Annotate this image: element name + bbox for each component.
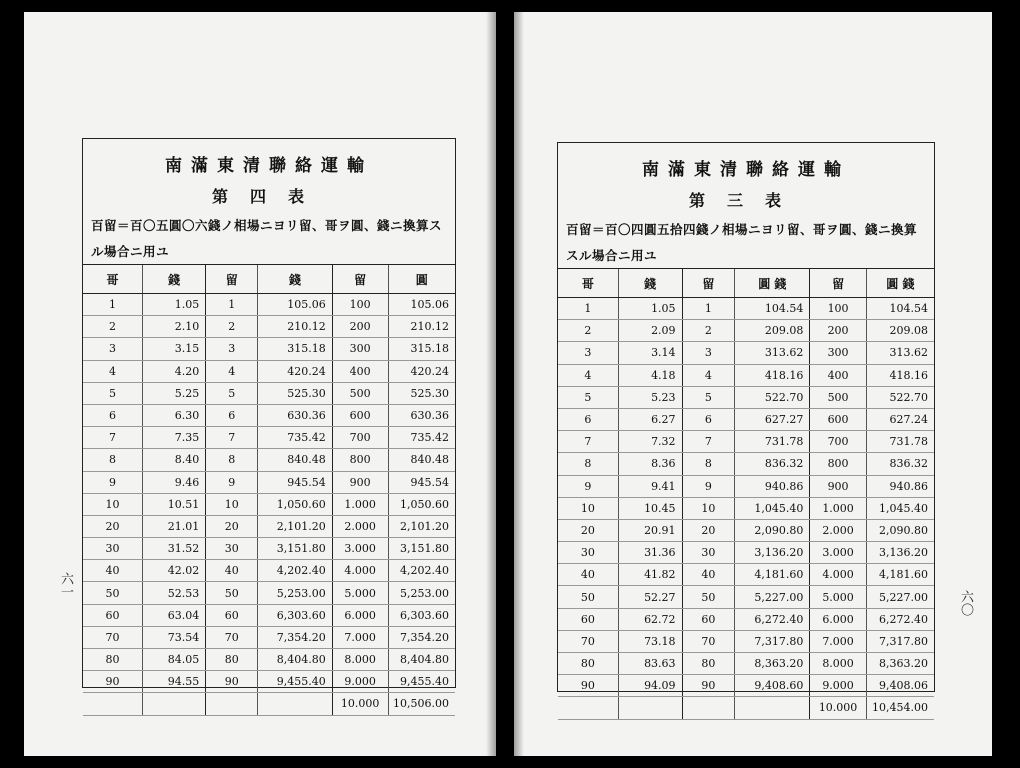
table-cell: 50	[206, 582, 258, 604]
table-cell: 10	[558, 497, 618, 519]
right-page	[514, 12, 992, 756]
table-cell: 9	[206, 471, 258, 493]
table-cell: 60	[558, 608, 618, 630]
column-header: 錢	[258, 265, 332, 294]
table-cell: 94.55	[143, 671, 206, 693]
table-cell: 200	[810, 320, 866, 342]
table-cell: 1,050.60	[258, 493, 332, 515]
table-cell: 80	[558, 653, 618, 675]
table-cell: 2	[558, 320, 618, 342]
exchange-table-4	[82, 138, 456, 711]
column-header: 圓 錢	[735, 269, 810, 298]
table-cell: 420.24	[388, 360, 455, 382]
table-cell: 9	[83, 471, 143, 493]
table-cell: 9,408.60	[735, 675, 810, 697]
table-row	[558, 364, 934, 386]
table-cell: 209.08	[735, 320, 810, 342]
table-cell: 20	[558, 519, 618, 541]
table-cell: 418.16	[866, 364, 934, 386]
table-cell: 30	[206, 538, 258, 560]
table-cell: 31.52	[143, 538, 206, 560]
table-cell: 9.46	[143, 471, 206, 493]
table-row	[558, 475, 934, 497]
table-cell: 90	[558, 675, 618, 697]
table-cell: 3	[206, 338, 258, 360]
table-cell: 3,136.20	[735, 542, 810, 564]
table-cell: 9	[682, 475, 735, 497]
table-cell: 600	[332, 404, 388, 426]
table-cell: 5,227.00	[735, 586, 810, 608]
table-cell: 90	[682, 675, 735, 697]
column-header: 留	[682, 269, 735, 298]
table-cell: 7.32	[618, 431, 682, 453]
table-cell: 313.62	[735, 342, 810, 364]
table-cell: 5,227.00	[866, 586, 934, 608]
table-cell: 90	[83, 671, 143, 693]
table-cell: 2,090.80	[735, 519, 810, 541]
table-cell: 210.12	[258, 316, 332, 338]
table-cell: 2	[682, 320, 735, 342]
table-cell: 2	[83, 316, 143, 338]
table-row	[83, 471, 455, 493]
table-row	[558, 408, 934, 430]
table-cell: 30	[682, 542, 735, 564]
table-cell: 5.23	[618, 386, 682, 408]
table-cell: 3.000	[332, 538, 388, 560]
table-note: 百留＝百〇五圓〇六錢ノ相場ニヨリ留、哥ヲ圓、錢ニ換算スル場合ニ用ユ	[91, 218, 443, 259]
table-cell: 105.06	[258, 294, 332, 316]
table-cell: 52.27	[618, 586, 682, 608]
table-cell: 900	[810, 475, 866, 497]
table-cell: 313.62	[866, 342, 934, 364]
table-cell: 836.32	[735, 453, 810, 475]
table-cell: 9,455.40	[258, 671, 332, 693]
table-cell: 60	[682, 608, 735, 630]
header-row	[83, 265, 455, 294]
table-row	[83, 671, 455, 693]
table-cell: 73.18	[618, 630, 682, 652]
table-cell: 522.70	[735, 386, 810, 408]
table-cell: 735.42	[388, 427, 455, 449]
table-cell: 8.40	[143, 449, 206, 471]
table-row	[558, 564, 934, 586]
table-cell: 70	[83, 626, 143, 648]
table-cell: 209.08	[866, 320, 934, 342]
table-cell	[618, 697, 682, 719]
table-cell: 1	[682, 298, 735, 320]
table-cell: 104.54	[866, 298, 934, 320]
table-cell: 6,303.60	[258, 604, 332, 626]
table-cell: 300	[810, 342, 866, 364]
table-cell: 3,136.20	[866, 542, 934, 564]
table-cell: 4.18	[618, 364, 682, 386]
column-header: 哥	[558, 269, 618, 298]
table-cell: 50	[558, 586, 618, 608]
column-header: 錢	[618, 269, 682, 298]
table-row	[83, 582, 455, 604]
table-cell: 7.000	[810, 630, 866, 652]
table-cell: 522.70	[866, 386, 934, 408]
table-cell: 20	[83, 515, 143, 537]
table-cell: 5.25	[143, 382, 206, 404]
table-cell: 2,101.20	[388, 515, 455, 537]
table-cell: 4	[558, 364, 618, 386]
table-cell: 5,253.00	[388, 582, 455, 604]
table-cell: 735.42	[258, 427, 332, 449]
table-cell: 6,272.40	[735, 608, 810, 630]
table-cell: 1.05	[618, 298, 682, 320]
table-cell: 5,253.00	[258, 582, 332, 604]
table-cell: 3	[83, 338, 143, 360]
table-cell: 7	[206, 427, 258, 449]
table-cell: 630.36	[258, 404, 332, 426]
table-cell: 6	[83, 404, 143, 426]
table-cell: 104.54	[735, 298, 810, 320]
table-cell: 400	[332, 360, 388, 382]
table-cell: 8	[206, 449, 258, 471]
table-note: 百留＝百〇四圓五拾四錢ノ相場ニヨリ留、哥ヲ圓、錢ニ換算スル場合ニ用ユ	[566, 222, 918, 263]
table-row	[558, 453, 934, 475]
table-cell: 4,181.60	[866, 564, 934, 586]
table-cell: 40	[558, 564, 618, 586]
table-cell: 940.86	[866, 475, 934, 497]
table-cell: 10.000	[332, 693, 388, 715]
table-cell: 8	[83, 449, 143, 471]
table-cell: 70	[682, 630, 735, 652]
page-number: 六一	[58, 572, 73, 598]
table-cell: 4	[206, 360, 258, 382]
table-row	[558, 608, 934, 630]
column-header: 留	[810, 269, 866, 298]
table-cell	[682, 697, 735, 719]
table-title: 南滿東清聯絡運輸	[165, 156, 373, 176]
table-cell: 4.20	[143, 360, 206, 382]
table-cell: 627.27	[735, 408, 810, 430]
table-cell: 3	[558, 342, 618, 364]
table-cell	[258, 693, 332, 715]
spine-shadow	[514, 12, 524, 756]
table-cell: 525.30	[388, 382, 455, 404]
table-cell: 2.000	[332, 515, 388, 537]
table-row	[558, 653, 934, 675]
exchange-table-3	[557, 142, 935, 715]
table-cell	[558, 697, 618, 719]
table-cell: 8.000	[810, 653, 866, 675]
table-cell: 41.82	[618, 564, 682, 586]
page-number: 六〇	[958, 590, 973, 616]
table-cell: 6	[206, 404, 258, 426]
table-cell: 4,202.40	[258, 560, 332, 582]
table-cell: 40	[206, 560, 258, 582]
table-cell: 4	[83, 360, 143, 382]
table-cell: 80	[206, 649, 258, 671]
table-cell: 7	[682, 431, 735, 453]
table-cell: 9.000	[810, 675, 866, 697]
table-subtitle: 第三表	[688, 191, 803, 210]
table-cell: 1.05	[143, 294, 206, 316]
table-cell: 5	[206, 382, 258, 404]
table-cell: 50	[682, 586, 735, 608]
table-cell: 10.000	[810, 697, 866, 719]
table-cell: 1,045.40	[866, 497, 934, 519]
table-cell: 731.78	[735, 431, 810, 453]
table-cell: 3.15	[143, 338, 206, 360]
table-row	[558, 320, 934, 342]
table-cell: 7,354.20	[258, 626, 332, 648]
table-cell: 418.16	[735, 364, 810, 386]
header-row	[558, 269, 934, 298]
table-cell: 8	[682, 453, 735, 475]
table-cell: 9.41	[618, 475, 682, 497]
table-cell: 5	[83, 382, 143, 404]
table-cell: 6	[558, 408, 618, 430]
table-cell: 80	[682, 653, 735, 675]
table-cell: 3,151.80	[258, 538, 332, 560]
table-cell: 6.27	[618, 408, 682, 430]
table-cell: 3.000	[810, 542, 866, 564]
table-row	[83, 493, 455, 515]
table-cell	[83, 693, 143, 715]
column-header: 圓	[388, 265, 455, 294]
table-cell: 8,404.80	[388, 649, 455, 671]
table-cell: 840.48	[258, 449, 332, 471]
table-subtitle: 第四表	[211, 187, 326, 206]
table-cell: 1.000	[332, 493, 388, 515]
table-header-block	[558, 143, 934, 269]
table-cell: 7,354.20	[388, 626, 455, 648]
table-cell: 63.04	[143, 604, 206, 626]
table-cell: 420.24	[258, 360, 332, 382]
table-cell: 8.36	[618, 453, 682, 475]
table-cell: 30	[558, 542, 618, 564]
table-cell: 500	[810, 386, 866, 408]
table-cell: 3.14	[618, 342, 682, 364]
table-cell: 60	[83, 604, 143, 626]
table-row	[83, 515, 455, 537]
column-header: 圓 錢	[866, 269, 934, 298]
table-cell: 6	[682, 408, 735, 430]
table-row	[558, 586, 934, 608]
table-cell: 731.78	[866, 431, 934, 453]
table-cell: 4,181.60	[735, 564, 810, 586]
table-cell: 600	[810, 408, 866, 430]
table-cell: 5.000	[810, 586, 866, 608]
table-row	[83, 382, 455, 404]
table-cell: 60	[206, 604, 258, 626]
table-cell: 1	[558, 298, 618, 320]
table-cell: 2,090.80	[866, 519, 934, 541]
table-row	[558, 697, 934, 719]
table-cell: 5	[558, 386, 618, 408]
table-cell: 2.09	[618, 320, 682, 342]
table-row	[83, 538, 455, 560]
table-row	[558, 342, 934, 364]
table-cell: 1	[83, 294, 143, 316]
table-cell: 90	[206, 671, 258, 693]
table-cell: 7.35	[143, 427, 206, 449]
table-cell: 500	[332, 382, 388, 404]
column-header: 哥	[83, 265, 143, 294]
table-cell: 210.12	[388, 316, 455, 338]
table-cell: 70	[206, 626, 258, 648]
table-cell: 4	[682, 364, 735, 386]
table-cell: 9	[558, 475, 618, 497]
table-cell: 73.54	[143, 626, 206, 648]
table-cell: 40	[83, 560, 143, 582]
table-cell: 300	[332, 338, 388, 360]
table-cell: 1,050.60	[388, 493, 455, 515]
table-cell: 50	[83, 582, 143, 604]
table-cell: 84.05	[143, 649, 206, 671]
table-cell: 70	[558, 630, 618, 652]
table-row	[83, 316, 455, 338]
table-cell: 700	[810, 431, 866, 453]
table-row	[83, 604, 455, 626]
table-cell: 2	[206, 316, 258, 338]
column-header: 留	[332, 265, 388, 294]
table-cell: 42.02	[143, 560, 206, 582]
table-cell: 900	[332, 471, 388, 493]
table-cell: 9.000	[332, 671, 388, 693]
table-cell: 8,363.20	[866, 653, 934, 675]
table-cell: 7,317.80	[735, 630, 810, 652]
table-row	[83, 338, 455, 360]
table-cell: 315.18	[388, 338, 455, 360]
table-cell: 940.86	[735, 475, 810, 497]
table-cell: 10.51	[143, 493, 206, 515]
table-cell: 315.18	[258, 338, 332, 360]
left-page	[24, 12, 496, 756]
table-cell: 6.30	[143, 404, 206, 426]
table-row	[558, 630, 934, 652]
table-cell	[735, 697, 810, 719]
table-row	[558, 386, 934, 408]
table-cell: 9,455.40	[388, 671, 455, 693]
table-cell: 7.000	[332, 626, 388, 648]
table-row	[83, 404, 455, 426]
table-cell: 3	[682, 342, 735, 364]
table-cell: 7	[558, 431, 618, 453]
table-row	[558, 497, 934, 519]
table-cell: 83.63	[618, 653, 682, 675]
table-cell: 10.45	[618, 497, 682, 519]
table-row	[83, 427, 455, 449]
table-row	[558, 431, 934, 453]
table-cell: 8,404.80	[258, 649, 332, 671]
table-cell: 6.000	[332, 604, 388, 626]
table-cell: 62.72	[618, 608, 682, 630]
table-cell: 31.36	[618, 542, 682, 564]
table-cell: 1	[206, 294, 258, 316]
table-cell: 800	[332, 449, 388, 471]
table-cell: 7	[83, 427, 143, 449]
table-cell: 2,101.20	[258, 515, 332, 537]
table-cell: 525.30	[258, 382, 332, 404]
table-cell: 7,317.80	[866, 630, 934, 652]
table-cell: 8	[558, 453, 618, 475]
table-header-block	[83, 139, 455, 265]
table-row	[83, 560, 455, 582]
table-row	[83, 360, 455, 382]
table-cell: 10,506.00	[388, 693, 455, 715]
table-row	[83, 449, 455, 471]
column-header: 留	[206, 265, 258, 294]
spine-shadow	[486, 12, 496, 756]
table-cell: 836.32	[866, 453, 934, 475]
table-cell: 10	[206, 493, 258, 515]
table-cell: 20	[682, 519, 735, 541]
table-cell: 4.000	[810, 564, 866, 586]
table-cell: 80	[83, 649, 143, 671]
table-cell: 1,045.40	[735, 497, 810, 519]
table-row	[83, 626, 455, 648]
table-row	[83, 294, 455, 316]
table-cell: 6.000	[810, 608, 866, 630]
table-cell: 630.36	[388, 404, 455, 426]
table-cell: 4,202.40	[388, 560, 455, 582]
conversion-table	[83, 265, 455, 716]
table-cell: 21.01	[143, 515, 206, 537]
table-cell: 5.000	[332, 582, 388, 604]
table-cell: 100	[332, 294, 388, 316]
table-cell: 800	[810, 453, 866, 475]
conversion-table	[558, 269, 934, 720]
table-row	[558, 519, 934, 541]
table-row	[558, 675, 934, 697]
table-cell: 945.54	[258, 471, 332, 493]
table-cell: 10	[83, 493, 143, 515]
table-cell: 52.53	[143, 582, 206, 604]
table-cell: 840.48	[388, 449, 455, 471]
table-cell: 700	[332, 427, 388, 449]
table-cell: 8,363.20	[735, 653, 810, 675]
table-cell: 6,303.60	[388, 604, 455, 626]
table-cell: 945.54	[388, 471, 455, 493]
table-title: 南滿東清聯絡運輸	[642, 160, 850, 180]
table-cell: 100	[810, 298, 866, 320]
table-cell: 627.24	[866, 408, 934, 430]
table-cell: 4.000	[332, 560, 388, 582]
column-header: 錢	[143, 265, 206, 294]
table-cell: 9,408.06	[866, 675, 934, 697]
table-cell: 105.06	[388, 294, 455, 316]
table-cell: 40	[682, 564, 735, 586]
table-cell: 400	[810, 364, 866, 386]
table-row	[558, 542, 934, 564]
table-cell: 2.000	[810, 519, 866, 541]
table-cell: 8.000	[332, 649, 388, 671]
table-row	[83, 649, 455, 671]
table-cell: 1.000	[810, 497, 866, 519]
table-cell: 20.91	[618, 519, 682, 541]
table-row	[558, 298, 934, 320]
table-row	[83, 693, 455, 715]
table-cell: 2.10	[143, 316, 206, 338]
table-cell: 6,272.40	[866, 608, 934, 630]
table-cell: 10,454.00	[866, 697, 934, 719]
table-cell: 94.09	[618, 675, 682, 697]
table-cell: 3,151.80	[388, 538, 455, 560]
table-cell: 10	[682, 497, 735, 519]
table-cell	[143, 693, 206, 715]
table-cell	[206, 693, 258, 715]
table-cell: 20	[206, 515, 258, 537]
table-cell: 200	[332, 316, 388, 338]
table-cell: 5	[682, 386, 735, 408]
table-cell: 30	[83, 538, 143, 560]
